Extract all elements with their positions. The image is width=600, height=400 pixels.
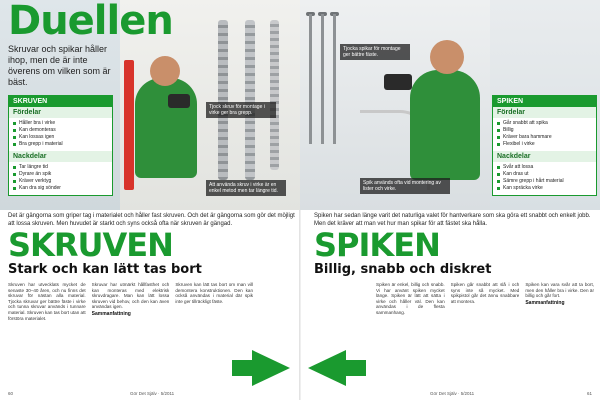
list-item: Billig bbox=[497, 127, 592, 134]
pros-heading: Fördelar bbox=[493, 107, 596, 118]
body-paragraph: Spiken är enkel, billig och snabb. Vi har använt spiken mycket länge. Spiken är lätt att sätta i virke och håller väl. Den kan användas i de flesta sammanhang. bbox=[376, 282, 445, 315]
right-page bbox=[300, 0, 600, 400]
article-column bbox=[376, 282, 445, 387]
summary-heading: Sammanfattning bbox=[525, 299, 565, 306]
article-columns bbox=[8, 282, 253, 387]
summary-heading: Sammanfattning bbox=[91, 310, 131, 317]
worker-image bbox=[410, 70, 480, 180]
arrow-left-icon-bar bbox=[344, 360, 366, 376]
list-item: Kräver bara hammare bbox=[497, 134, 592, 141]
intro-text: Skruvar och spikar håller ihop, men de är inte överens om vilken som är bäst. bbox=[8, 44, 111, 87]
list-item: Kan dras ut bbox=[497, 171, 592, 178]
list-item: Sämre grepp i hårt material bbox=[497, 178, 592, 185]
list-item: Svår att lossa bbox=[497, 164, 592, 171]
list-item: Kan dra sig sönder bbox=[13, 185, 108, 192]
nail-image bbox=[309, 14, 312, 144]
article-column bbox=[8, 282, 86, 387]
body-paragraph: Spiken kan vara svår att ta bort, men den håller bra i virke. Den är billig och går fort. bbox=[525, 282, 595, 299]
body-paragraph: Skruvar har utmärkt hållfasthet och kan monteras med elektrisk skruvdragare. Man kan lätt lossa skruven vid behov, och den kan även användas igen. bbox=[91, 282, 170, 310]
list-item: Flexibel i virke bbox=[497, 141, 592, 148]
nail-image bbox=[333, 14, 336, 144]
spirit-level-image bbox=[124, 60, 134, 190]
arrow-right-icon-bar bbox=[232, 360, 254, 376]
article-column bbox=[525, 282, 594, 387]
list-item: Går snabbt att spika bbox=[497, 120, 592, 127]
photo-caption: Spik används ofta vid montering av lister och virke. bbox=[360, 178, 450, 194]
photo-caption: Att använda skruv i virke är en enkel metod men tar längre tid. bbox=[206, 180, 286, 196]
list-item: Tar längre tid bbox=[13, 164, 108, 171]
lede-text: Det är gängorna som griper tag i materialet och håller fast skruven. Och det är gängorna som gör det möjligt att lossa skruven. Men huvudet är starkt och syns också ofta när skruven är gängad. bbox=[8, 213, 295, 227]
worker-image bbox=[135, 78, 197, 178]
cons-heading: Nackdelar bbox=[493, 151, 596, 162]
worker-head-image bbox=[430, 40, 464, 74]
lede-text: Spiken har sedan länge varit det naturliga valet för hantverkare som ska göra ett snabbt och enkelt jobb. Men det kräver att man vet hur man spikar för att fästet ska hålla. bbox=[314, 213, 591, 227]
arrow-right-icon bbox=[252, 350, 290, 386]
article-columns bbox=[376, 282, 594, 387]
body-paragraph: Spiken går snabbt att slå i och syns inte så mycket. Med spikpistol går det ännu snabbare att montera. bbox=[450, 282, 520, 304]
article-column bbox=[92, 282, 170, 387]
arrow-left-icon bbox=[308, 350, 346, 386]
page-number: 60 bbox=[8, 391, 14, 396]
screw-image bbox=[245, 20, 255, 180]
pros-list bbox=[9, 118, 112, 151]
body-paragraph: Skruven har utvecklats mycket de senaste 30–40 åren, och nu finns det skruvar för nästan alla material. Tjocka skruvar ger bättre fäste i virke och tunna skruvar används i tunnare material. Skruven kan tas bort utan att förstöra materialet. bbox=[8, 282, 86, 321]
section-subhead: Stark och kan lätt tas bort bbox=[8, 262, 202, 277]
list-item: Håller bra i virke bbox=[13, 120, 108, 127]
footer-issue: Gör Det Själv · 5/2011 bbox=[130, 391, 175, 396]
screw-image bbox=[218, 20, 228, 180]
section-title: SKRUVEN bbox=[8, 226, 173, 264]
fact-box-nail bbox=[492, 95, 597, 196]
photo-caption: Tjock skruv för montage i virke ger bra grepp. bbox=[206, 102, 276, 118]
fact-box-title: SKRUVEN bbox=[9, 96, 112, 107]
section-title: SPIKEN bbox=[314, 226, 440, 264]
page-number: 61 bbox=[586, 391, 592, 396]
cons-heading: Nackdelar bbox=[9, 151, 112, 162]
pros-heading: Fördelar bbox=[9, 107, 112, 118]
photo-caption: Tjocka spikar för montage ger bättre fäste. bbox=[340, 44, 410, 60]
article-column bbox=[451, 282, 520, 387]
headline: Duellen bbox=[8, 0, 173, 44]
list-item: Kan demonteras bbox=[13, 127, 108, 134]
cons-list bbox=[9, 162, 112, 195]
list-item: Bra grepp i material bbox=[13, 141, 108, 148]
list-item: Dyrare än spik bbox=[13, 171, 108, 178]
list-item: Kan lossas igen bbox=[13, 134, 108, 141]
nail-gun-image bbox=[384, 74, 412, 90]
footer-issue: Gör Det Själv · 5/2011 bbox=[430, 391, 475, 396]
list-item: Kan spräcka virke bbox=[497, 185, 592, 192]
cons-list bbox=[493, 162, 596, 195]
section-subhead: Billig, snabb och diskret bbox=[314, 262, 492, 277]
body-paragraph: Skruven kan lätt tas bort om man vill demontera konstruktionen. Den kan också användas i material där spik inte ger tillräckligt fäste. bbox=[175, 282, 254, 304]
fact-box-title: SPIKEN bbox=[493, 96, 596, 107]
pros-list bbox=[493, 118, 596, 151]
list-item: Kräver verktyg bbox=[13, 178, 108, 185]
nail-image bbox=[321, 14, 324, 144]
worker-head-image bbox=[150, 56, 180, 86]
screw-image bbox=[270, 20, 279, 170]
drill-image bbox=[168, 94, 190, 108]
fact-box-screw bbox=[8, 95, 113, 196]
